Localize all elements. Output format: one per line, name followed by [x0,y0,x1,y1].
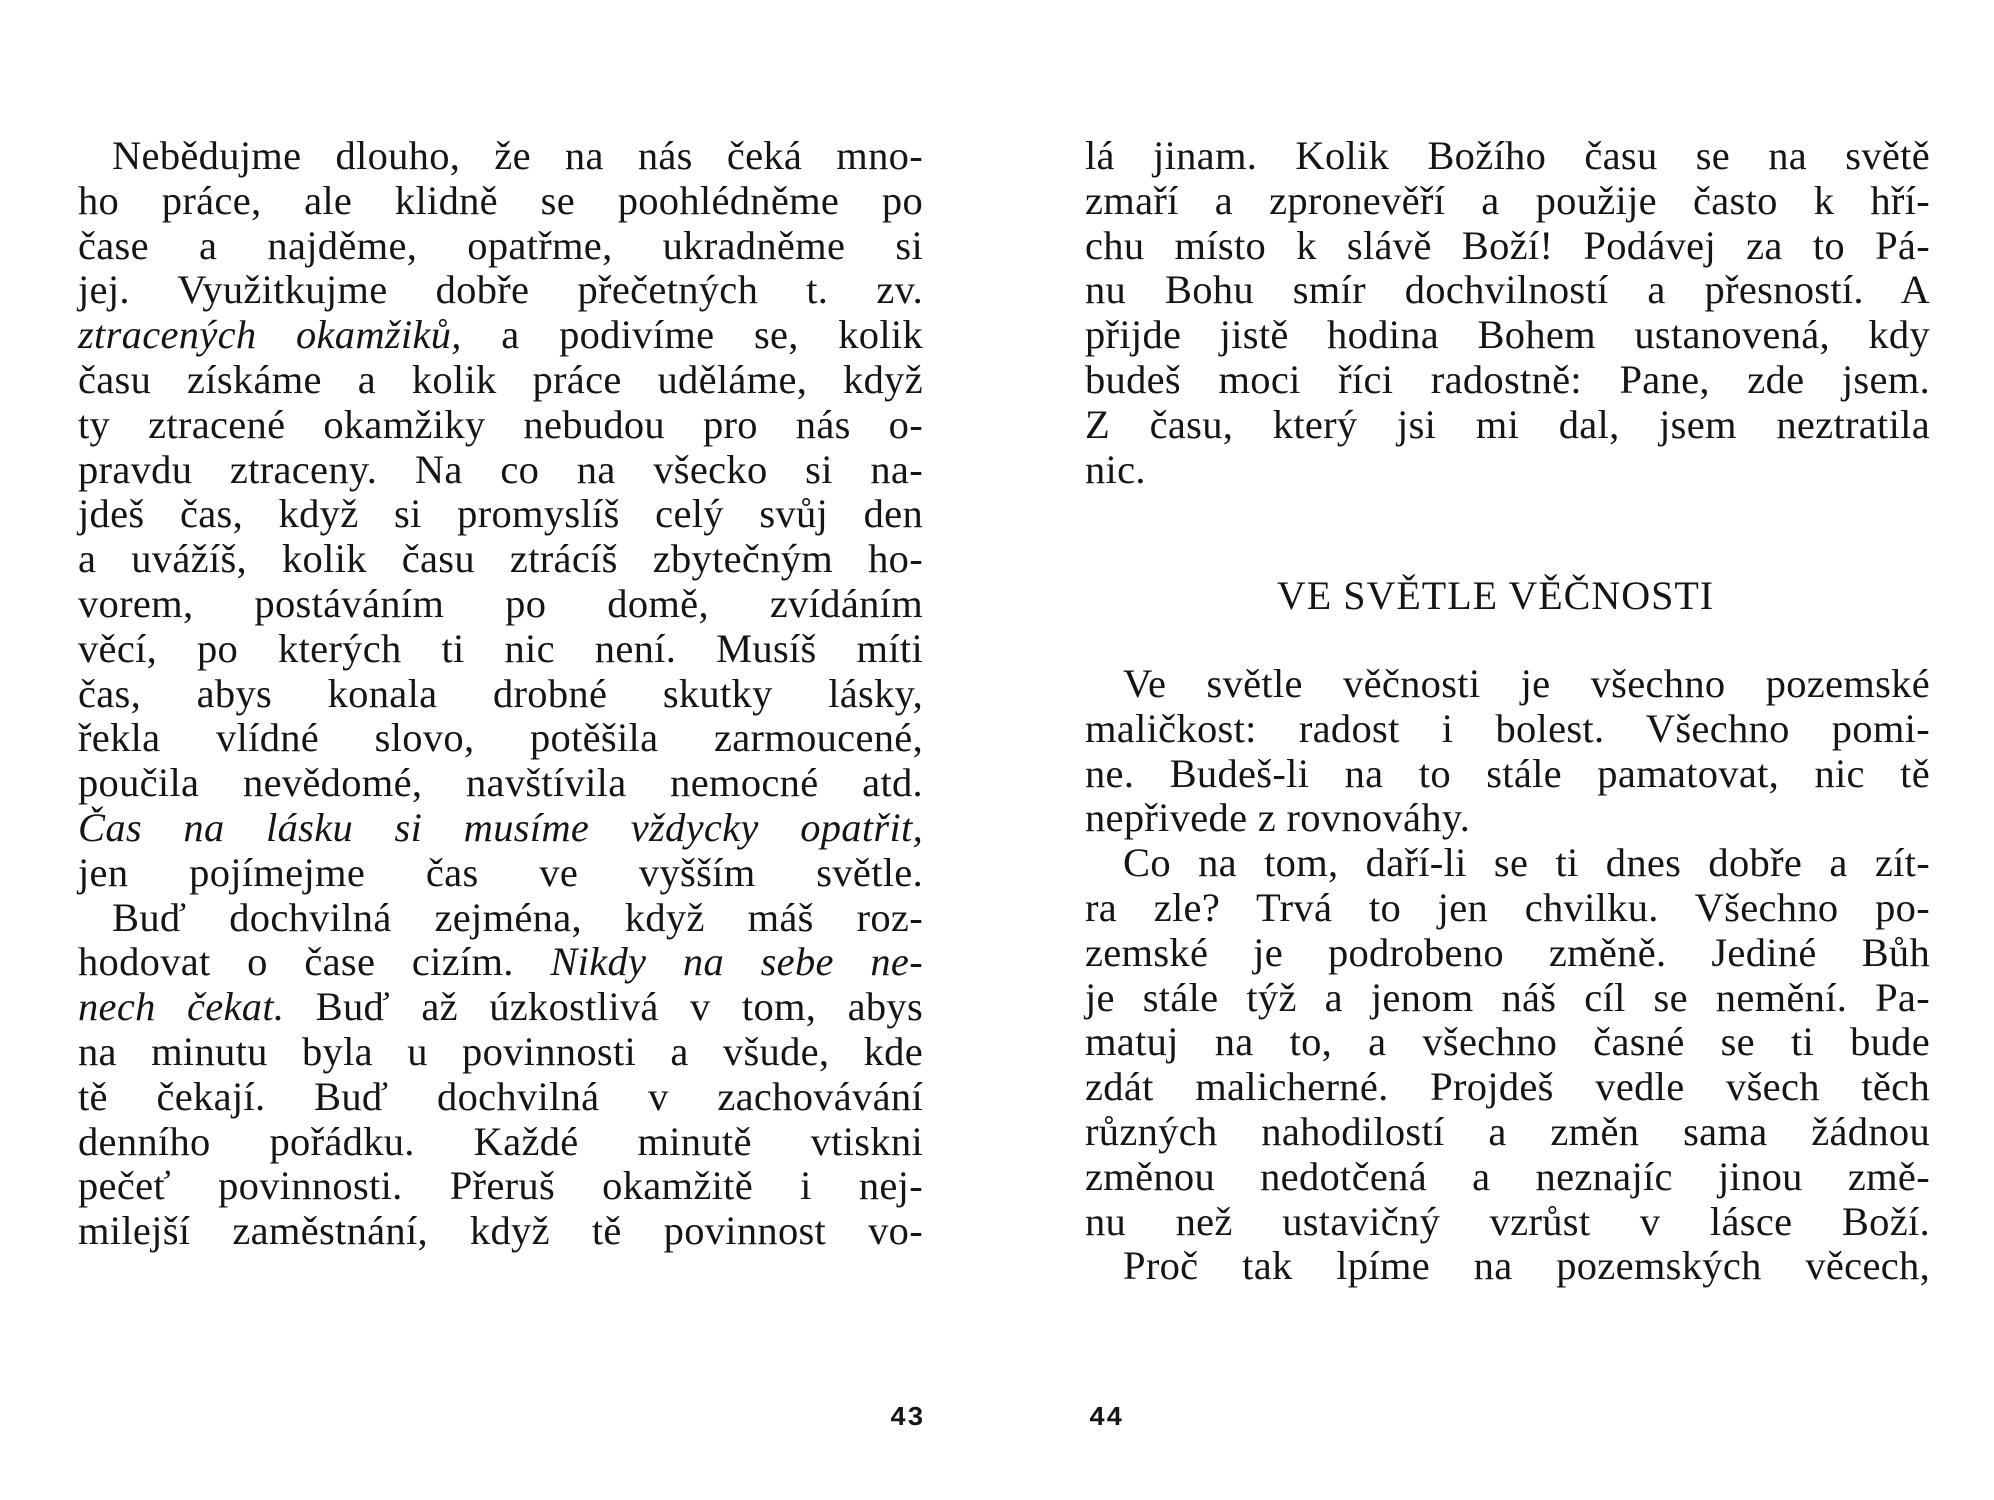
text-line [1085,313,1930,358]
text-line [1085,179,1930,224]
text-line [1085,1020,1930,1065]
text-line [78,627,923,672]
text-run: přijde jistě hodina Bohem ustanovená, kdy [1085,312,1930,358]
text-run: ne. Budeš-li na to stále pamatovat, nic tě [1085,750,1930,796]
text-run: Nebědujme dlouho, že na nás čeká mno- [112,133,923,178]
italic-text: ztracených okamžiků, [78,312,462,358]
text-run: matuj na to, a všechno časné se ti bude [1085,1019,1930,1065]
text-run: pečeť povinnosti. Přeruš okamžitě i nej- [78,1163,923,1209]
text-run: Buď až úzkostlivá v tom, abys [284,984,924,1030]
italic-text: Nikdy na sebe ne- [550,939,923,985]
text-run: nic. [1085,446,1146,492]
text-line [1085,796,1930,841]
text-line [78,179,923,224]
text-run: milejší zaměstnání, když tě povinnost vo- [78,1208,923,1254]
text-line [78,1030,923,1075]
text-run: hodovat o čase cizím. [78,939,551,985]
text-line [1085,931,1930,976]
text-run: nepřivede z rovnováhy. [1085,795,1471,841]
text-line [78,224,923,269]
text-run: různých nahodilostí a změn sama žádnou [1085,1108,1930,1154]
text-line [78,851,923,896]
text-run: čas, abys konala drobné skutky lásky, [78,670,923,716]
right-page-text-top [1085,134,1930,492]
text-run: a uvážíš, kolik času ztrácíš zbytečným ho- [78,536,923,582]
text-run: jej. Využitkujme dobře přečetných t. zv. [78,267,923,313]
text-line [78,448,923,493]
text-line [1085,134,1930,179]
text-line [78,761,923,806]
text-line [78,1209,923,1254]
text-line [78,940,923,985]
text-run: času získáme a kolik práce uděláme, když [78,356,923,402]
text-line [78,358,923,403]
text-run: ra zle? Trvá to jen chvilku. Všechno po- [1085,884,1930,930]
text-run: jen pojímejme čas ve vyšším světle. [78,849,923,895]
text-run: věcí, po kterých ti nic není. Musíš míti [78,625,923,671]
text-line [78,806,923,851]
text-run: řekla vlídné slovo, potěšila zarmoucené, [78,715,923,761]
text-run: nu než ustavičný vzrůst v lásce Boží. [1085,1198,1930,1244]
text-run: zdát malicherné. Projdeš vedle všech těch [1085,1064,1930,1110]
text-line [1085,976,1930,1021]
text-line [78,403,923,448]
text-line [78,134,923,179]
text-line [1085,886,1930,931]
text-line [78,1164,923,1209]
text-line [78,582,923,627]
text-line [1085,1200,1930,1245]
text-line [1085,224,1930,269]
text-line [78,268,923,313]
text-run: Buď dochvilná zejména, když máš roz- [112,894,923,940]
text-line [78,492,923,537]
text-run: lá jinam. Kolik Božího času se na světě [1085,133,1930,178]
text-run: jdeš čas, když si promyslíš celý svůj den [78,491,923,537]
text-run: budeš moci říci radostně: Pane, zde jsem. [1085,356,1930,402]
right-page [997,0,1994,1500]
text-run: nu Bohu smír dochvilností a přesností. A [1085,267,1930,313]
section-heading: VE SVĚTLE VĚČNOSTI [1276,573,1715,618]
text-run: čase a najděme, opatřme, ukradněme si [78,222,923,268]
text-line [1085,403,1930,448]
text-line [1085,448,1930,493]
page-number-right: 44 [1089,1404,1124,1434]
text-run: zmaří a zpronevěří a použije často k hří- [1085,177,1930,223]
text-line [78,985,923,1030]
text-run: Ve světle věčnosti je všechno pozemské [1123,661,1930,706]
text-run: Co na tom, daří-li se ti dnes dobře a zít- [1123,840,1930,886]
text-line [1085,268,1930,313]
text-line [78,716,923,761]
text-run: vorem, postáváním po domě, zvídáním [78,580,923,626]
text-line [1085,707,1930,752]
text-run: pravdu ztraceny. Na co na všecko si na- [78,446,923,492]
text-line [78,313,923,358]
text-run: ty ztracené okamžiky nebudou pro nás o- [78,401,923,447]
left-page-text [78,134,923,1254]
text-line [78,537,923,582]
text-line [78,1120,923,1165]
text-run: zemské je podrobeno změně. Jediné Bůh [1085,929,1930,975]
text-line [1085,1155,1930,1200]
text-run: změnou nedotčená a neznajíc jinou změ- [1085,1153,1930,1199]
text-line [78,672,923,717]
text-line [1085,1244,1930,1289]
right-page-text-bottom [1085,662,1930,1289]
text-line [1085,358,1930,403]
text-line [1085,841,1930,886]
text-run: a podivíme se, kolik [461,312,924,358]
page-number-left: 43 [890,1404,925,1434]
italic-text: Čas na lásku si musíme vždycky opatřit, [78,804,923,850]
text-run: chu místo k slávě Boží! Podávej za to Pá- [1085,222,1930,268]
text-line [78,896,923,941]
text-line [1085,752,1930,797]
text-run: poučila nevědomé, navštívila nemocné atd. [78,760,923,806]
text-run: ho práce, ale klidně se poohlédněme po [78,177,923,223]
text-line [1085,662,1930,707]
text-run: je stále týž a jenom náš cíl se nemění. Pa- [1085,974,1930,1020]
text-line [1085,1110,1930,1155]
text-run: tě čekají. Buď dochvilná v zachovávání [78,1073,923,1119]
text-run: Proč tak lpíme na pozemských věcech, [1123,1243,1930,1289]
text-run: na minutu byla u povinnosti a všude, kde [78,1028,923,1074]
text-run: Z času, který jsi mi dal, jsem neztratila [1085,401,1930,447]
text-run: denního pořádku. Každé minutě vtiskni [78,1118,923,1164]
text-line [78,1075,923,1120]
text-run: maličkost: radost i bolest. Všechno pomi- [1085,705,1930,751]
italic-text: nech čekat. [78,984,285,1030]
text-line [1085,1065,1930,1110]
